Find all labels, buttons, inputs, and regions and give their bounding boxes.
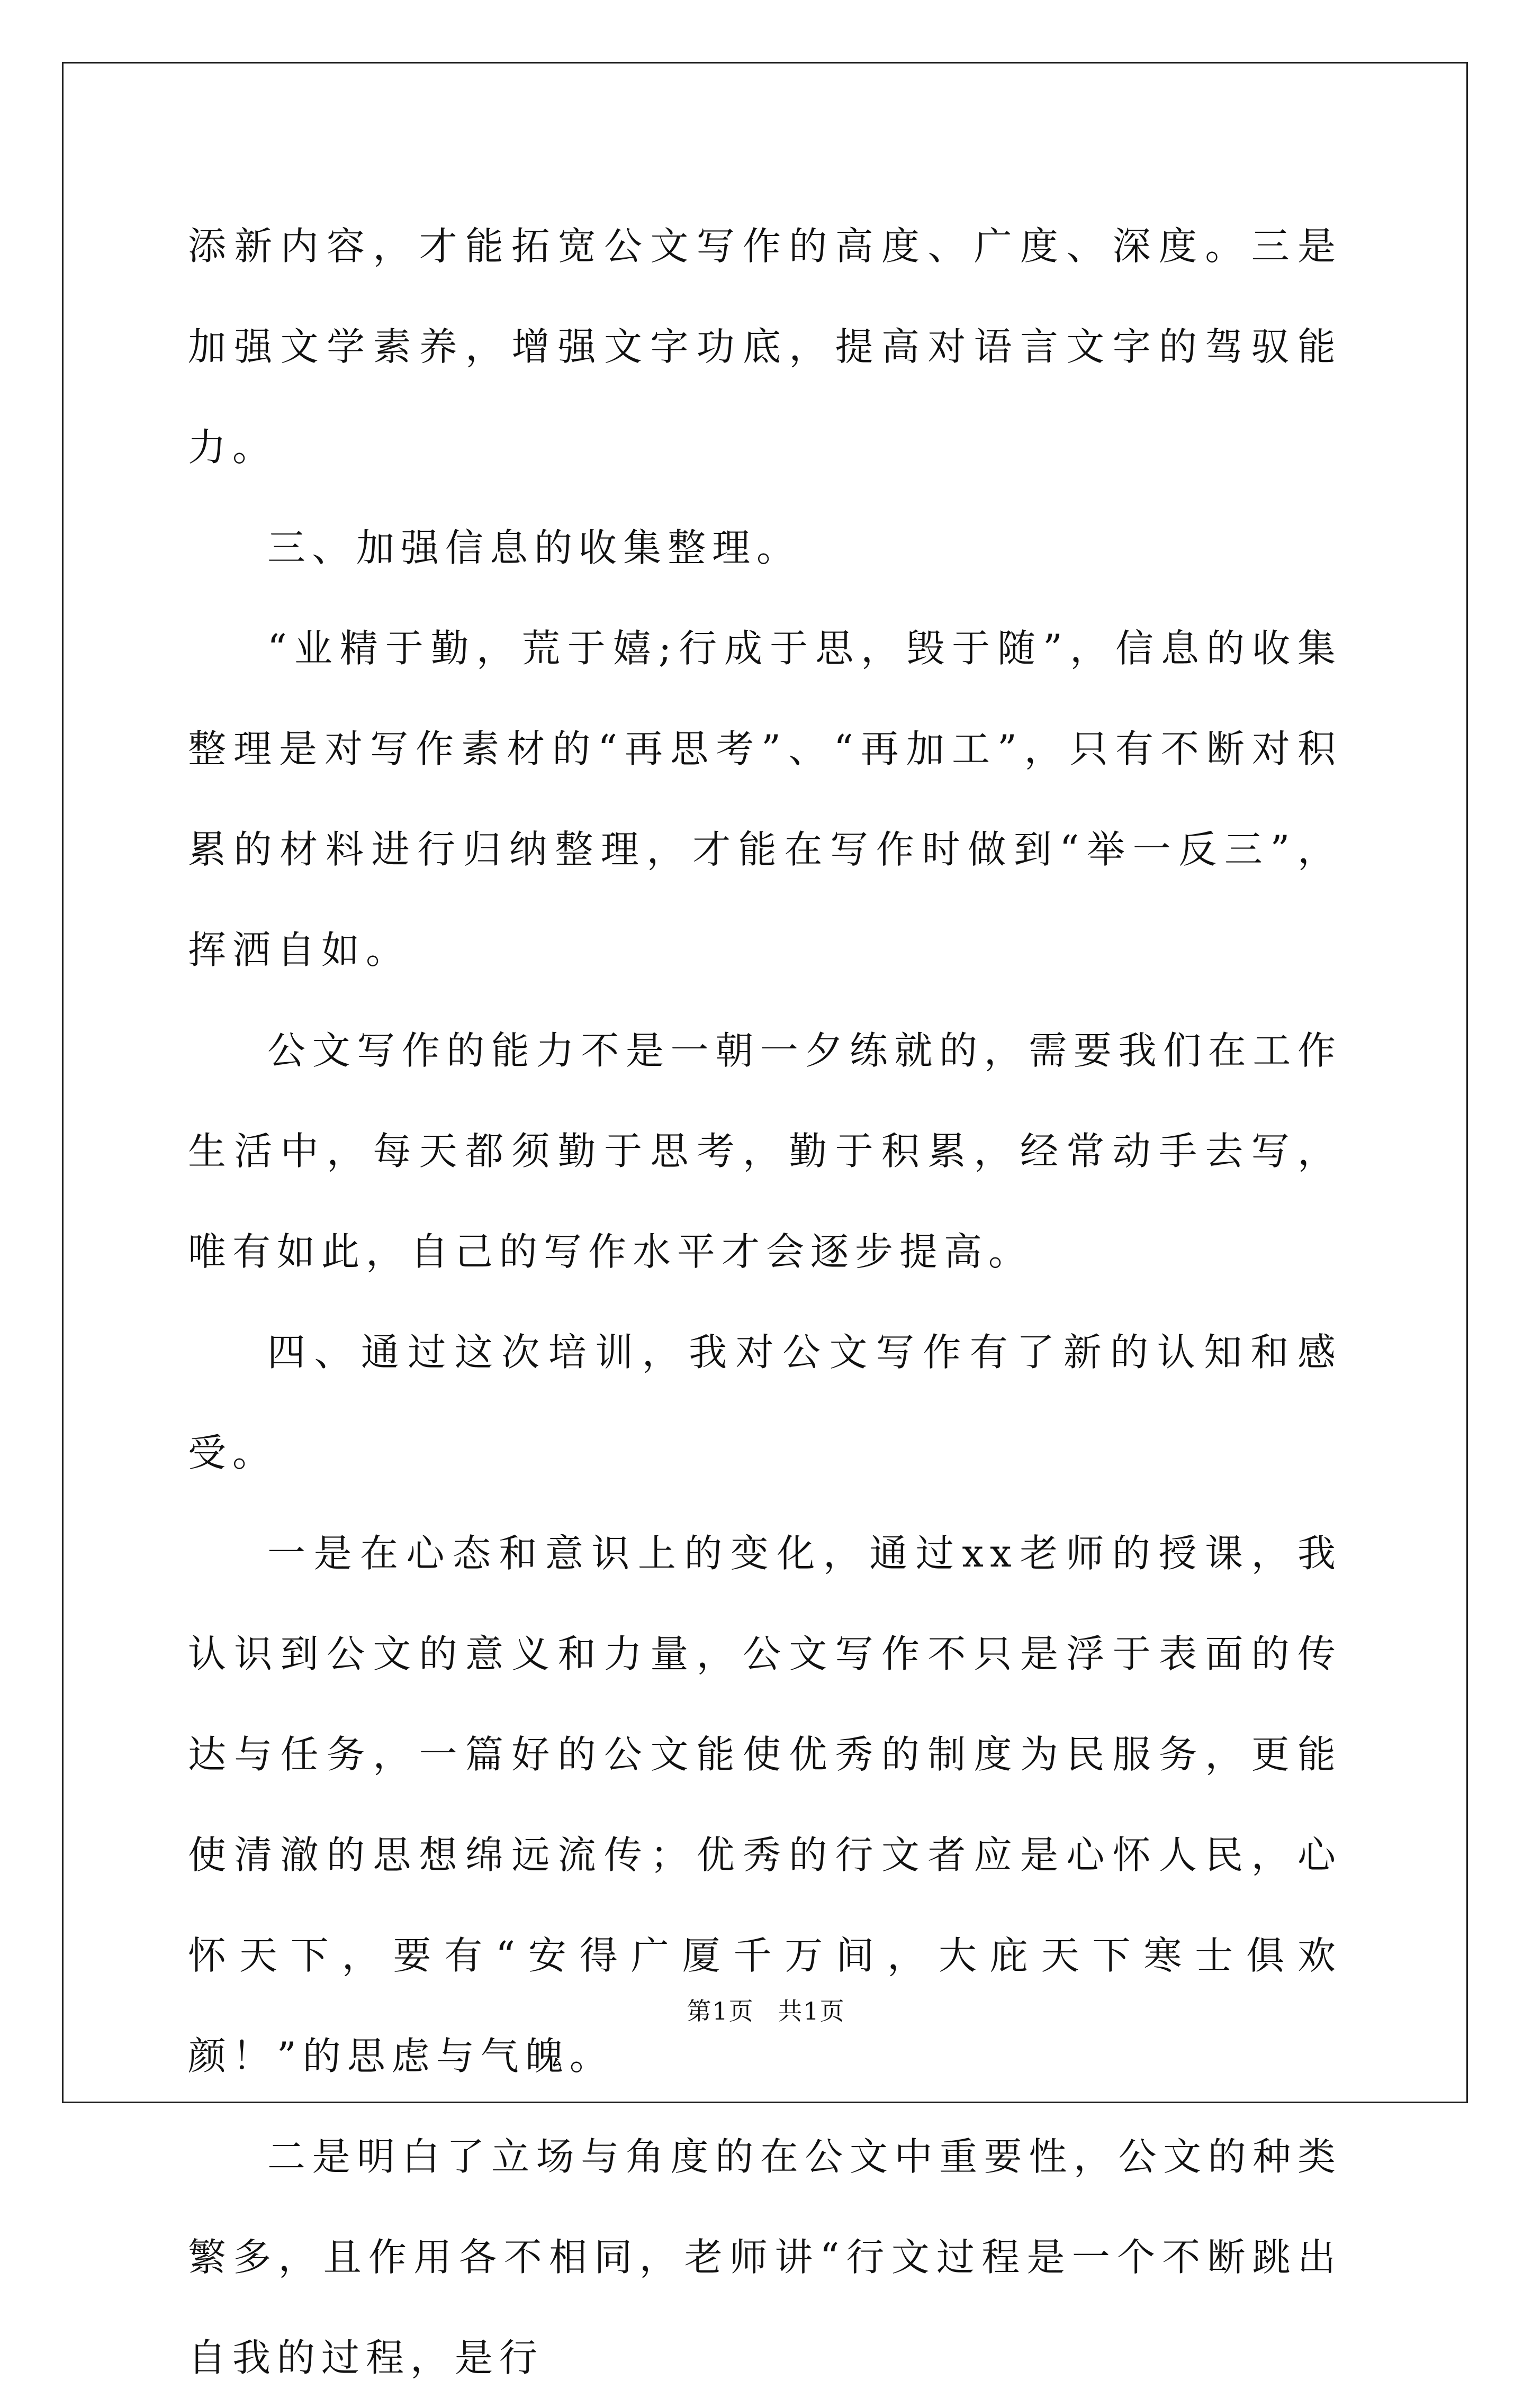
page-number-current: 第1页 [687, 1997, 754, 2025]
paragraph-3: “业精于勤，荒于嬉;行成于思，毁于随”，信息的收集整理是对写作素材的“再思考”、“再加工”，只有不断对积累的材料进行归纳整理，才能在写作时做到“举一反三”，挥洒自如。 [188, 626, 1342, 972]
paragraph-1: 添新内容，才能拓宽公文写作的高度、广度、深度。三是加强文学素养，增强文字功底，提高对语言文字的驾驭能力。 [188, 224, 1342, 469]
paragraph-6: 一是在心态和意识上的变化，通过xx老师的授课，我认识到公文的意义和力量，公文写作不只是浮于表面的传达与任务，一篇好的公文能使优秀的制度为民服务，更能使清澈的思想绵远流传；优秀的行文者应是心怀人民，心怀天下，要有“安得广厦千万间，大庇天下寒士俱欢颜！”的思虑与气魄。 [188, 1531, 1342, 2078]
section-heading-3: 三、加强信息的收集整理。 [267, 526, 801, 570]
document-body [188, 196, 1342, 2408]
section-heading-4: 四、通过这次培训，我对公文写作有了新的认知和感受。 [188, 1330, 1342, 1475]
paragraph-4: 公文写作的能力不是一朝一夕练就的，需要我们在工作生活中，每天都须勤于思考，勤于积累，经常动手去写，唯有如此，自己的写作水平才会逐步提高。 [188, 1028, 1342, 1274]
page-number-total: 共1页 [778, 1997, 845, 2025]
page-footer [0, 1995, 1532, 2027]
paragraph-7: 二是明白了立场与角度的在公文中重要性，公文的种类繁多，且作用各不相同，老师讲“行文过程是一个不断跳出自我的过程，是行 [188, 2134, 1342, 2380]
